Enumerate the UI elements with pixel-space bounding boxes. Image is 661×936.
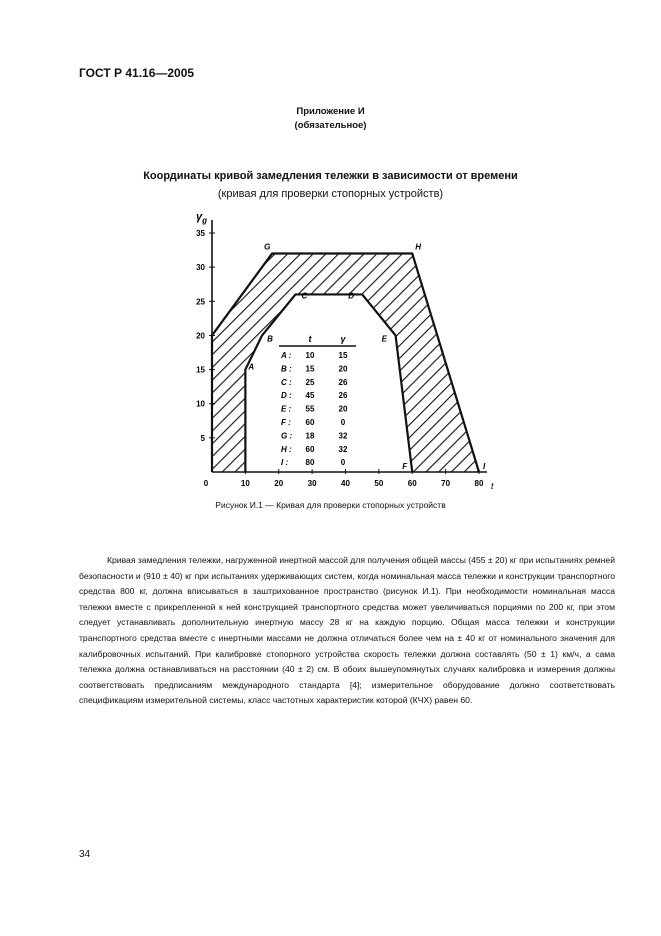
x-tick-label: 50 xyxy=(374,479,384,488)
table-header-t: t xyxy=(308,334,312,344)
y-tick-label: 25 xyxy=(196,297,205,307)
table-cell-gamma: 26 xyxy=(338,391,348,401)
y-axis-label: $\gamma_g$ xyxy=(196,211,208,225)
x-tick-label: 80 xyxy=(474,479,484,488)
x-tick-label: 0 xyxy=(203,479,209,488)
table-cell-t: 60 xyxy=(305,444,315,454)
point-label-f: F xyxy=(402,462,408,471)
x-tick-label: 70 xyxy=(441,479,451,488)
table-cell-gamma: 0 xyxy=(340,458,346,468)
point-label-c: C xyxy=(301,291,308,301)
table-cell-gamma: 26 xyxy=(338,377,348,387)
table-row-name: F : xyxy=(281,418,291,427)
table-cell-t: 60 xyxy=(305,418,315,427)
table-row-name: E : xyxy=(281,404,292,414)
table-cell-t: 18 xyxy=(305,431,315,441)
point-label-e: E xyxy=(381,334,387,344)
y-tick-label: 10 xyxy=(196,399,205,409)
table-row-name: A : xyxy=(281,351,292,360)
table-cell-t: 80 xyxy=(305,458,315,468)
figure-title: Координаты кривой замедления тележки в зависимости от времени xyxy=(143,170,518,182)
table-header-gamma: γ xyxy=(340,334,346,344)
table-row-name: H : xyxy=(281,444,292,454)
table-row-name: G : xyxy=(281,431,293,441)
body-text xyxy=(79,553,615,709)
figure-subtitle: (кривая для проверки стопорных устройств) xyxy=(217,188,444,200)
point-label-h: H xyxy=(415,242,422,252)
appendix-status: (обязательное) xyxy=(294,120,367,131)
table-cell-t: 45 xyxy=(305,391,315,401)
table-row-name: D : xyxy=(281,391,292,401)
standard-header: ГОСТ Р 41.16—2005 xyxy=(79,66,195,80)
table-cell-gamma: 20 xyxy=(338,364,348,374)
table-cell-t: 15 xyxy=(305,364,315,374)
table-cell-t: 10 xyxy=(305,351,315,360)
table-cell-t: 25 xyxy=(305,377,315,387)
table-cell-gamma: 32 xyxy=(338,444,348,454)
table-row-name: I : xyxy=(281,458,289,468)
table-row-name: C : xyxy=(281,377,292,387)
appendix-title: Приложение И xyxy=(296,106,365,117)
x-tick-label: 30 xyxy=(307,479,317,488)
y-tick-label: 15 xyxy=(196,365,205,375)
point-label-g: G xyxy=(264,242,271,252)
y-tick-label: 30 xyxy=(196,263,205,273)
table-cell-gamma: 0 xyxy=(340,418,346,427)
figure-caption: Рисунок И.1 — Кривая для проверки стопорных устройств xyxy=(215,500,446,510)
point-label-a: A xyxy=(248,362,255,372)
page-number: 34 xyxy=(79,849,91,860)
x-tick-label: 20 xyxy=(274,479,284,488)
table-cell-gamma: 15 xyxy=(338,351,348,360)
body-paragraph: Кривая замедления тележки, нагруженной инертной массой для получения общей массы (455 ± 20) кг при испытаниях ремней безопасности и (910 ± 40) кг при испытаниях удерживающих систем, когда номинальная масса тележки и конструкции транспортного средства 800 кг, должна вписываться в заштрихованное пространство (рисунок И.1). При необходимости номинальная масса тележки вместе с прикрепленной к ней конструкцией транспортного средства может увеличиваться порциями по 200 кг, при этом следует устанавливать дополнительную инертную массу 28 кг на каждую порцию. Общая масса тележки и конструкции транспортного средства вместе с инертными массами не должна отличаться более чем на ± 40 кг от номинального значения для калибровочных испытаний. При калибровке стопорного устройства скорость тележки должна составлять (50 ± 1) км/ч, а сама тележка должна останавливаться на расстоянии (40 ± 2) см. В обоих вышеупомянутых случаях калибровка и измерения должны соответствовать предписаниям международного стандарта [4]; измерительное оборудование должно соответствовать спецификациям измерительной системы, класс частотных характеристик которой (КЧХ) равен 60. xyxy=(79,555,615,706)
deceleration-chart xyxy=(180,208,510,493)
x-tick-label: 60 xyxy=(407,479,417,488)
point-label-b: B xyxy=(267,334,273,344)
x-axis-label: t xyxy=(491,481,494,491)
table-cell-t: 55 xyxy=(305,404,315,414)
y-tick-label: 20 xyxy=(196,331,205,341)
y-tick-label: 5 xyxy=(200,433,205,443)
x-tick-label: 40 xyxy=(341,479,350,488)
table-cell-gamma: 20 xyxy=(338,404,348,414)
point-label-d: D xyxy=(348,291,354,301)
y-tick-label: 35 xyxy=(196,229,205,238)
table-row-name: B : xyxy=(281,364,292,374)
x-tick-label: 10 xyxy=(240,479,250,488)
point-label-i: I xyxy=(483,462,486,471)
table-cell-gamma: 32 xyxy=(338,431,348,441)
coordinates-table xyxy=(279,334,356,467)
